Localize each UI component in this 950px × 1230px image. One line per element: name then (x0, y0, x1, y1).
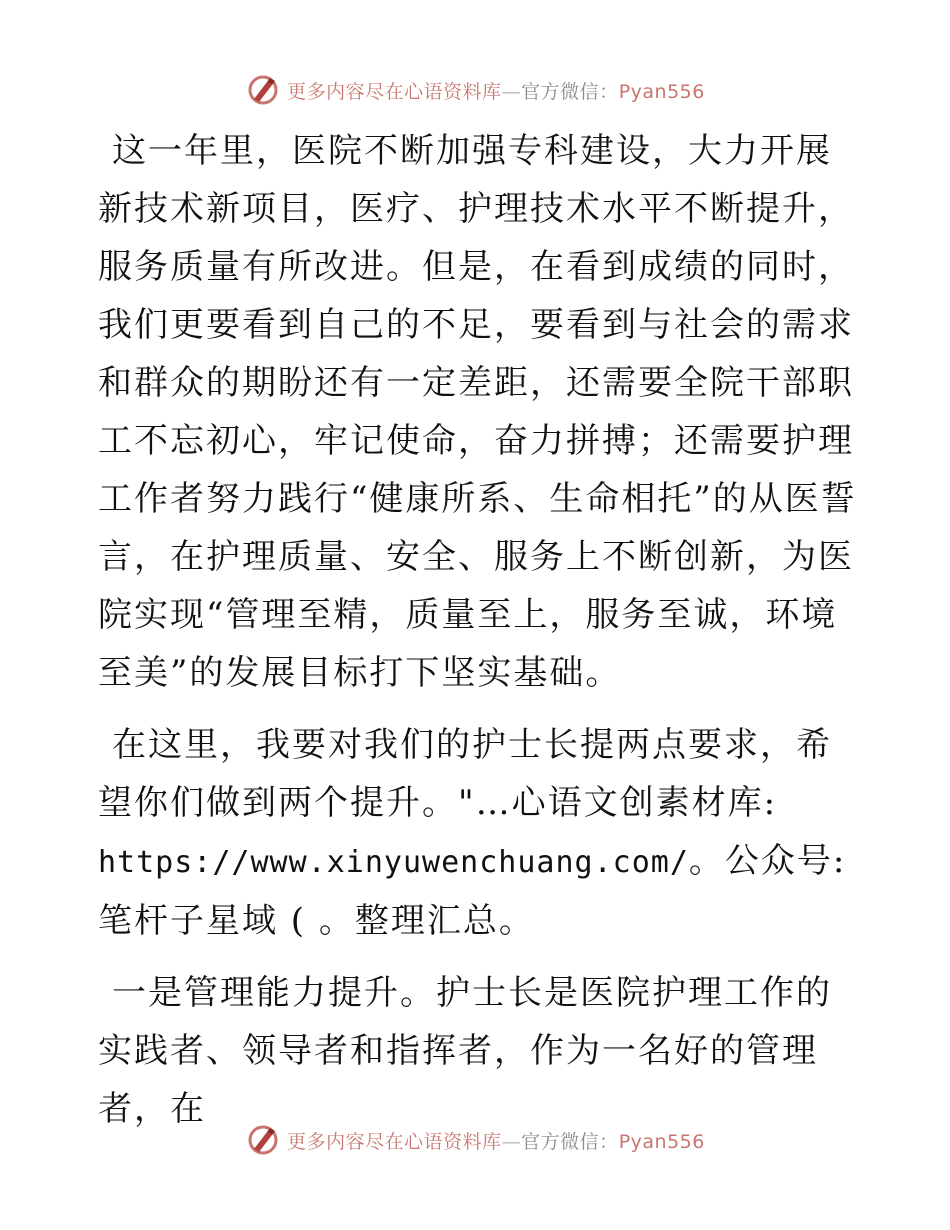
pen-circle-logo-icon (245, 1122, 281, 1158)
document-body (98, 122, 858, 1152)
footer-watermark-banner (0, 1120, 950, 1160)
paragraph-1: 这一年里，医院不断加强专科建设，大力开展新技术新项目，医疗、护理技术水平不断提升，服务质量有所改进。但是，在看到成绩的同时，我们更要看到自己的不足，要看到与社会的需求和群众的期盼还有一定差距，还需要全院干部职工不忘初心，牢记使命，奋力拼搏；还需要护理工作者努力践行“健康所系、生命相托”的从医誓言，在护理质量、安全、服务上不断创新，为医院实现“管理至精，质量至上，服务至诚，环境至美”的发展目标打下坚实基础。 (98, 131, 857, 693)
pen-circle-logo-icon (245, 72, 281, 108)
banner-text: 更多内容尽在心语资料库—官方微信：Pyan556 (287, 80, 705, 103)
paragraph-3: 一是管理能力提升。护士长是医院护理工作的实践者、领导者和指挥者，作为一名好的管理者，在 (98, 973, 832, 1129)
paragraph-2: 在这里，我要对我们的护士长提两点要求，希望你们做到两个提升。"…心语文创素材库: https://www.xinyuwenchuang.com/。公众号: 笔杆子星域 ( 。整理汇总。 (98, 725, 847, 941)
after-url-text: 。公众号: 笔杆子星域 ( 。整理汇总。 (98, 841, 847, 941)
url-text: https://www.xinyuwenchuang.com/ (98, 845, 689, 880)
banner-text: 更多内容尽在心语资料库—官方微信：Pyan556 (287, 1130, 705, 1153)
header-watermark-banner (0, 70, 950, 110)
